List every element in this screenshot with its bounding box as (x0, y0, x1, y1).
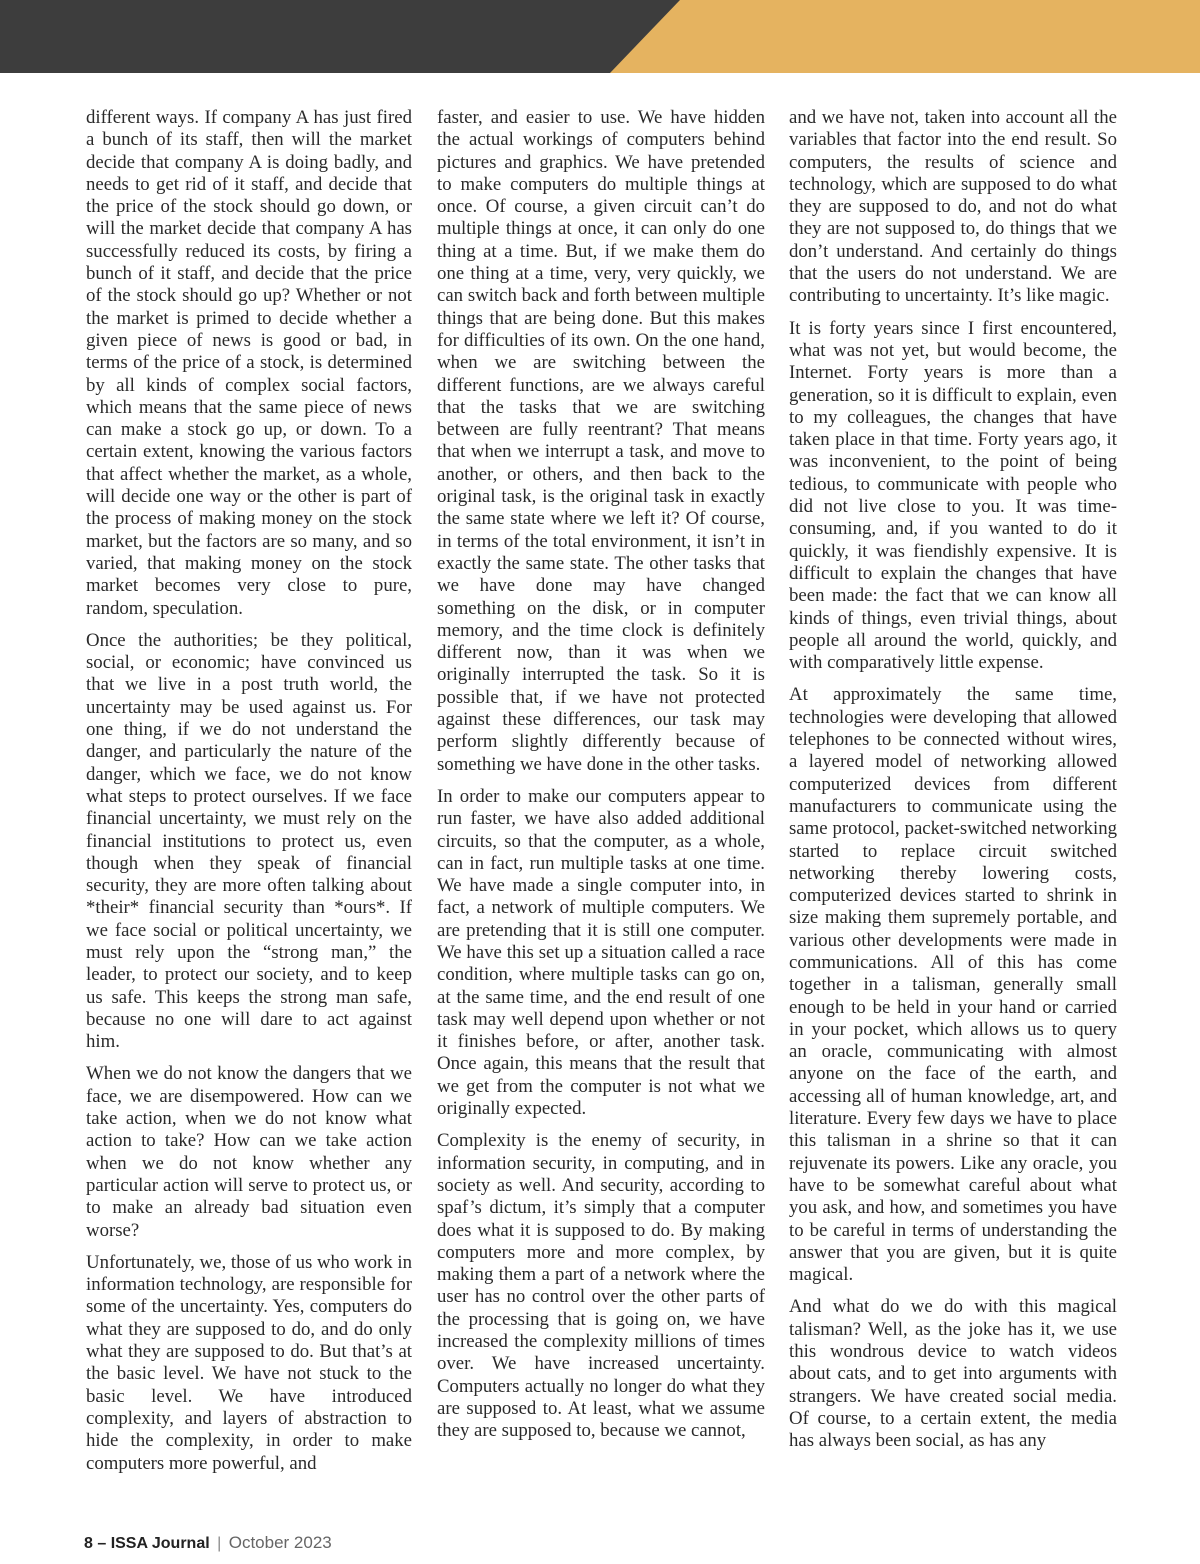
page-number-label: 8 – ISSA Journal (84, 1535, 210, 1552)
paragraph: Complexity is the enemy of security, in information security, in computing, and in society as well. And security, according to spaf’s dictum, it’s simply that a computer does what it is supposed to do. By making computers more and more complex, by making them a part of a network where the user has no control over the other parts of the processing that is going on, we have increased the complexity millions of times over. We have increased uncertainty. Computers actually no longer do what they are supposed to. At least, what we assume they are supposed to, because we cannot, (437, 1130, 765, 1442)
paragraph: At approximately the same time, technologies were developing that allowed telephones to be connected without wires, a layered model of networking allowed computerized devices from different manufacturers to communicate using the same protocol, packet-switched networking started to replace circuit switched networking thereby lowering costs, computerized devices started to shrink in size making them supremely portable, and various other developments were made in communications. All of this has come together in a talisman, generally small enough to be held in your hand or carried in your pocket, which allows us to query an oracle, communicating with almost anyone on the face of the earth, and accessing all of human knowledge, art, and literature. Every few days we have to place this talisman in a shrine so that it can rejuvenate its powers. Like any oracle, you have to be somewhat careful about what you ask, and how, and sometimes you have to be careful in terms of understanding the answer that you are given, but it is quite magical. (789, 684, 1117, 1286)
paragraph: In order to make our computers appear to run faster, we have also added additional circuits, so that the computer, as a whole, can in fact, run multiple tasks at one time. We have made a single computer into, in fact, a network of multiple computers. We are pretending that it is still one computer. We have this set up a situation called a race condition, where multiple tasks can go on, at the same time, and the end result of one task may well depend upon whether or not it finishes before, or after, another task. Once again, this means that the result that we get from the computer is not what we originally expected. (437, 785, 765, 1120)
article-column-1 (86, 107, 412, 1485)
article-column-2 (437, 107, 765, 1453)
header-accent-band (610, 0, 1200, 73)
paragraph: And what do we do with this magical talisman? Well, as the joke has it, we use this wondrous device to watch videos about cats, and to get into arguments with strangers. We have created social media. Of course, to a certain extent, the media has always been social, as has any (789, 1296, 1117, 1452)
paragraph: different ways. If company A has just fired a bunch of its staff, then will the market decide that company A is doing badly, and needs to get rid of it staff, and decide that the price of the stock should go down, or will the market decide that company A has successfully reduced its costs, by firing a bunch of it staff, and decide that the price of the stock should go up? Whether or not the market is primed to decide whether a given piece of news is good or bad, in terms of the price of a stock, is determined by all kinds of complex social factors, which means that the same piece of news can make a stock go up, or down. To a certain extent, knowing the various factors that affect whether the market, as a whole, will decide one way or the other is part of the process of making money on the stock market, but the factors are so many, and so varied, that making money on the stock market becomes very close to pure, random, speculation. (86, 107, 412, 619)
paragraph: It is forty years since I first encountered, what was not yet, but would become, the Internet. Forty years is more than a generation, so it is difficult to explain, even to my colleagues, the changes that have taken place in that time. Forty years ago, it was inconvenient, to the point of being tedious, to communicate with people who did not live close to you. It was time-consuming, and, if you wanted to do it quickly, it was fiendishly expensive. It is difficult to explain the changes that have been made: the fact that we can know all kinds of things, even trivial things, about people all around the world, quickly, and with comparatively little expense. (789, 317, 1117, 674)
page-footer (84, 1533, 332, 1553)
article-column-3 (789, 107, 1117, 1463)
paragraph: Once the authorities; be they political, social, or economic; have convinced us that we live in a post truth world, the uncertainty may be used against us. For one thing, if we do not understand the danger, and particularly the nature of the danger, which we face, we do not know what steps to protect ourselves. If we face financial uncertainty, we must rely on the financial institutions to protect us, even though when they speak of financial security, they are more often talking about *their* financial security than *ours*. If we face social or political uncertainty, we must rely upon the “strong man,” the leader, to protect our society, and to keep us safe. This keeps the strong man safe, because no one will dare to act against him. (86, 629, 412, 1053)
paragraph: and we have not, taken into account all the variables that factor into the end result. So computers, the results of science and technology, which are supposed to do what they are supposed to do, and not do what they are not supposed to, do things that we don’t understand. And certainly do things that the users do not understand. We are contributing to uncertainty. It’s like magic. (789, 107, 1117, 307)
header-banner (0, 0, 1200, 73)
issue-date: October 2023 (228, 1533, 332, 1552)
paragraph: faster, and easier to use. We have hidden the actual workings of computers behind pictures and graphics. We have pretended to make computers do multiple things at once. Of course, a given circuit can’t do multiple things at once, it can only do one thing at a time. But, if we make them do one thing at a time, very, very quickly, we can switch back and forth between multiple things that are being done. But this makes for difficulties of its own. On the one hand, when we are switching between the different functions, are we always careful that the tasks that we are switching between are fully reentrant? That means that when we interrupt a task, and move to another, or others, and then back to the original task, is the original task in exactly the same state where we left it? Of course, in terms of the total environment, it isn’t in exactly the same state. The other tasks that we have done may have changed something on the disk, or in computer memory, and the time clock is definitely different now, than it was when we originally interrupted the task. So it is possible that, if we have not protected against these differences, our task may perform slightly differently because of something we have done in the other tasks. (437, 107, 765, 775)
paragraph: Unfortunately, we, those of us who work in information technology, are responsible for some of the uncertainty. Yes, computers do what they are supposed to do, and do only what they are supposed to do. But that’s at the basic level. We have not stuck to the basic level. We have introduced complexity, and layers of abstraction to hide the complexity, in order to make computers more powerful, and (86, 1251, 412, 1474)
paragraph: When we do not know the dangers that we face, we are disempowered. How can we take action, when we do not know what action to take? How can we take action when we do not know whether any particular action will serve to protect us, or to make an already bad situation even worse? (86, 1063, 412, 1241)
footer-separator: | (217, 1535, 222, 1552)
